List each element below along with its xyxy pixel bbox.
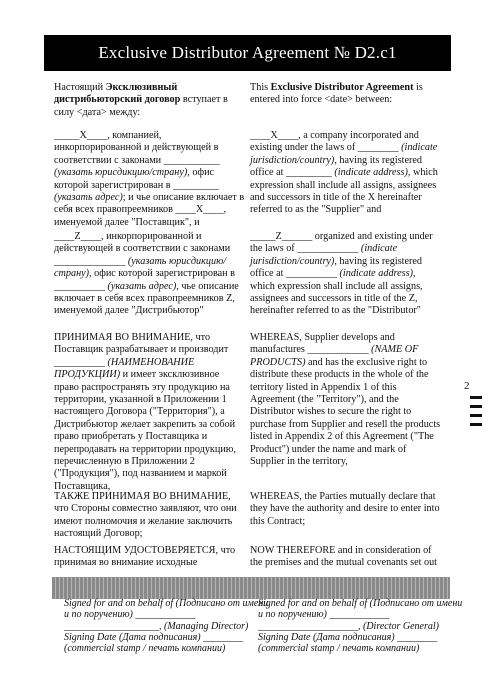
ru-whereas2-text: ТАКЖЕ ПРИНИМАЯ ВО ВНИМАНИЕ, что Стороны совместно заявляют, что они имеют полномочия и желание заключить настоящий Договор; — [54, 491, 237, 540]
en-party1-jurisdiction-hint: (indicate jurisdiction/country) — [250, 142, 438, 166]
en-now-therefore-text: NOW THEREFORE and in consideration of the premises and the mutual covenants set out — [250, 545, 438, 569]
en-party1-address-hint: (indicate address) — [334, 167, 408, 179]
signature-right-signed-for: Signed for and on behalf of (Подписано от имени и по поручению) ____________ — [258, 598, 463, 621]
ru-intro-paragraph — [54, 82, 246, 119]
en-whereas-2-paragraph — [250, 491, 442, 528]
ru-agreement-name: Эксклюзивный дистрибьюторский договор — [54, 82, 181, 106]
ru-party2-successors-text: , чье описание включает в себя всех правопреемников Z, именуемой далее "Дистрибьютор" — [54, 280, 239, 317]
en-intro-text: This — [250, 82, 271, 93]
en-party2-office-text: , having its registered office at __________ — [250, 255, 423, 280]
ru-whereas-1-paragraph — [54, 332, 246, 493]
en-party1-office-text: , having its registered office at _________ — [250, 154, 423, 179]
footer-signature-left — [64, 598, 272, 654]
document-title: Exclusive Distributor Agreement № D2.c1 — [44, 35, 451, 71]
footer-signature-right — [258, 598, 466, 654]
footer-divider-band — [52, 577, 450, 599]
en-now-therefore-paragraph — [250, 545, 442, 570]
en-party-distributor-paragraph — [250, 231, 442, 318]
ru-party2-jurisdiction-hint: (указать юрисдикцию/страну) — [54, 255, 227, 280]
ru-party1-office-text: , офис которой зарегистрирован в _________ — [54, 167, 220, 191]
signature-left-signed-for: Signed for and on behalf of (Подписано от имени и по поручению) ____________ — [64, 598, 269, 621]
ru-party-distributor-paragraph — [54, 231, 246, 318]
en-party1-successors-text: , which expression shall include all assigns, assignees and successors in title of the X hereinafter referred to as the "Supplier" and — [250, 167, 438, 216]
en-product-name-hint: (NAME OF PRODUCTS) — [250, 344, 419, 368]
signature-left-stamp: (commercial stamp / печать компании) — [64, 643, 226, 655]
ru-party2-office-text: , офис которой зарегистрирован в __________ — [54, 268, 235, 292]
margin-dash — [470, 405, 482, 408]
ru-party1-jurisdiction-hint: (указать юрисдикцию/страну) — [54, 167, 188, 179]
ru-whereas1-text-end: и имеет эксклюзивное право распространять эту продукцию на территории, указанной в Приложении 1 настоящего Договора ("Территория"), а Дистрибьютор желает закрепить за собой право приобретать у Поставщика и перепродавать на территории продукцию, перечисленную в Приложении 2 ("Продукция"), под названием и маркой Поставщика, — [54, 369, 236, 492]
ru-party1-address-hint: (указать адрес) — [54, 192, 123, 204]
ru-party2-address-hint: (указать адрес) — [107, 280, 177, 292]
ru-now-therefore-text: НАСТОЯЩИМ УДОСТОВЕРЯЕТСЯ, что принимая во внимание исходные — [54, 545, 236, 569]
signature-right-stamp: (commercial stamp / печать компании) — [258, 643, 420, 655]
en-party2-text: _____Z______ organized and existing under the laws of ____________ — [250, 231, 433, 255]
signature-right-date: Signing Date (Дата подписания) ________ — [258, 631, 438, 643]
signature-left-date: Signing Date (Дата подписания) ________ — [64, 631, 244, 643]
en-intro-text-end: is entered into force <date> between: — [250, 82, 423, 106]
ru-party-supplier-paragraph — [54, 130, 246, 229]
en-party-supplier-paragraph — [250, 130, 442, 217]
en-party2-address-hint: (indicate address) — [339, 268, 413, 280]
ru-whereas1-text: ПРИНИМАЯ ВО ВНИМАНИЕ, что Поставщик разрабатывает и производит __________ — [54, 332, 229, 368]
ru-product-name-hint: (НАИМЕНОВАНИЕ ПРОДУКЦИИ) — [54, 356, 195, 381]
margin-dash — [470, 396, 482, 399]
margin-dash — [470, 414, 482, 417]
margin-dash — [470, 423, 482, 426]
signature-right-position: ____________________, (Director General) — [258, 620, 439, 632]
ru-whereas-2-paragraph — [54, 491, 246, 541]
en-party2-jurisdiction-hint: (indicate jurisdiction/country) — [250, 243, 398, 267]
page-number: 2 — [464, 380, 470, 392]
ru-intro-text-end: вступает в силу <дата> между: — [54, 94, 228, 118]
en-whereas1-text: WHEREAS, Supplier develops and manufactures ____________ — [250, 332, 395, 356]
ru-now-therefore-paragraph — [54, 545, 246, 570]
en-whereas-1-paragraph — [250, 332, 442, 468]
ru-party2-text: ____Z____, инкорпорированной и действующей в соответствии с законами ______________ — [54, 231, 231, 267]
signature-left-position: ___________________, (Managing Director) — [64, 620, 249, 632]
en-whereas1-text-end: and has the exclusive right to distribute these products in the whole of the territory listed in Appendix 1 of this Agreement (the "Territory"), and the Distributor wishes to secure the right to purchase from Supplier and resell the products listed in Appendix 2 of this Agreement ("The Product") under the name and mark of Supplier in the territory, — [250, 356, 441, 468]
en-party1-text: ____X____, a company incorporated and existing under the laws of ________ — [250, 130, 419, 154]
en-party2-successors-text: , which expression shall include all assigns, assignees and successors in title of the Z, hereinafter referred to as the "Distributor" — [250, 268, 423, 317]
ru-party1-successors-text: ; и чье описание включает в себя всех правопреемников ____X____, именуемой далее "Поставщик", и — [54, 192, 245, 228]
ru-party1-text: _____X____, компанией, инкорпорированной и действующей в соответствии с законами ___________ — [54, 130, 220, 166]
ru-intro-text: Настоящий — [54, 82, 106, 93]
en-intro-paragraph — [250, 82, 442, 107]
en-agreement-name: Exclusive Distributor Agreement — [270, 82, 414, 93]
en-whereas2-text: WHEREAS, the Parties mutually declare that they have the authority and desire to enter into this Contract; — [250, 491, 440, 527]
